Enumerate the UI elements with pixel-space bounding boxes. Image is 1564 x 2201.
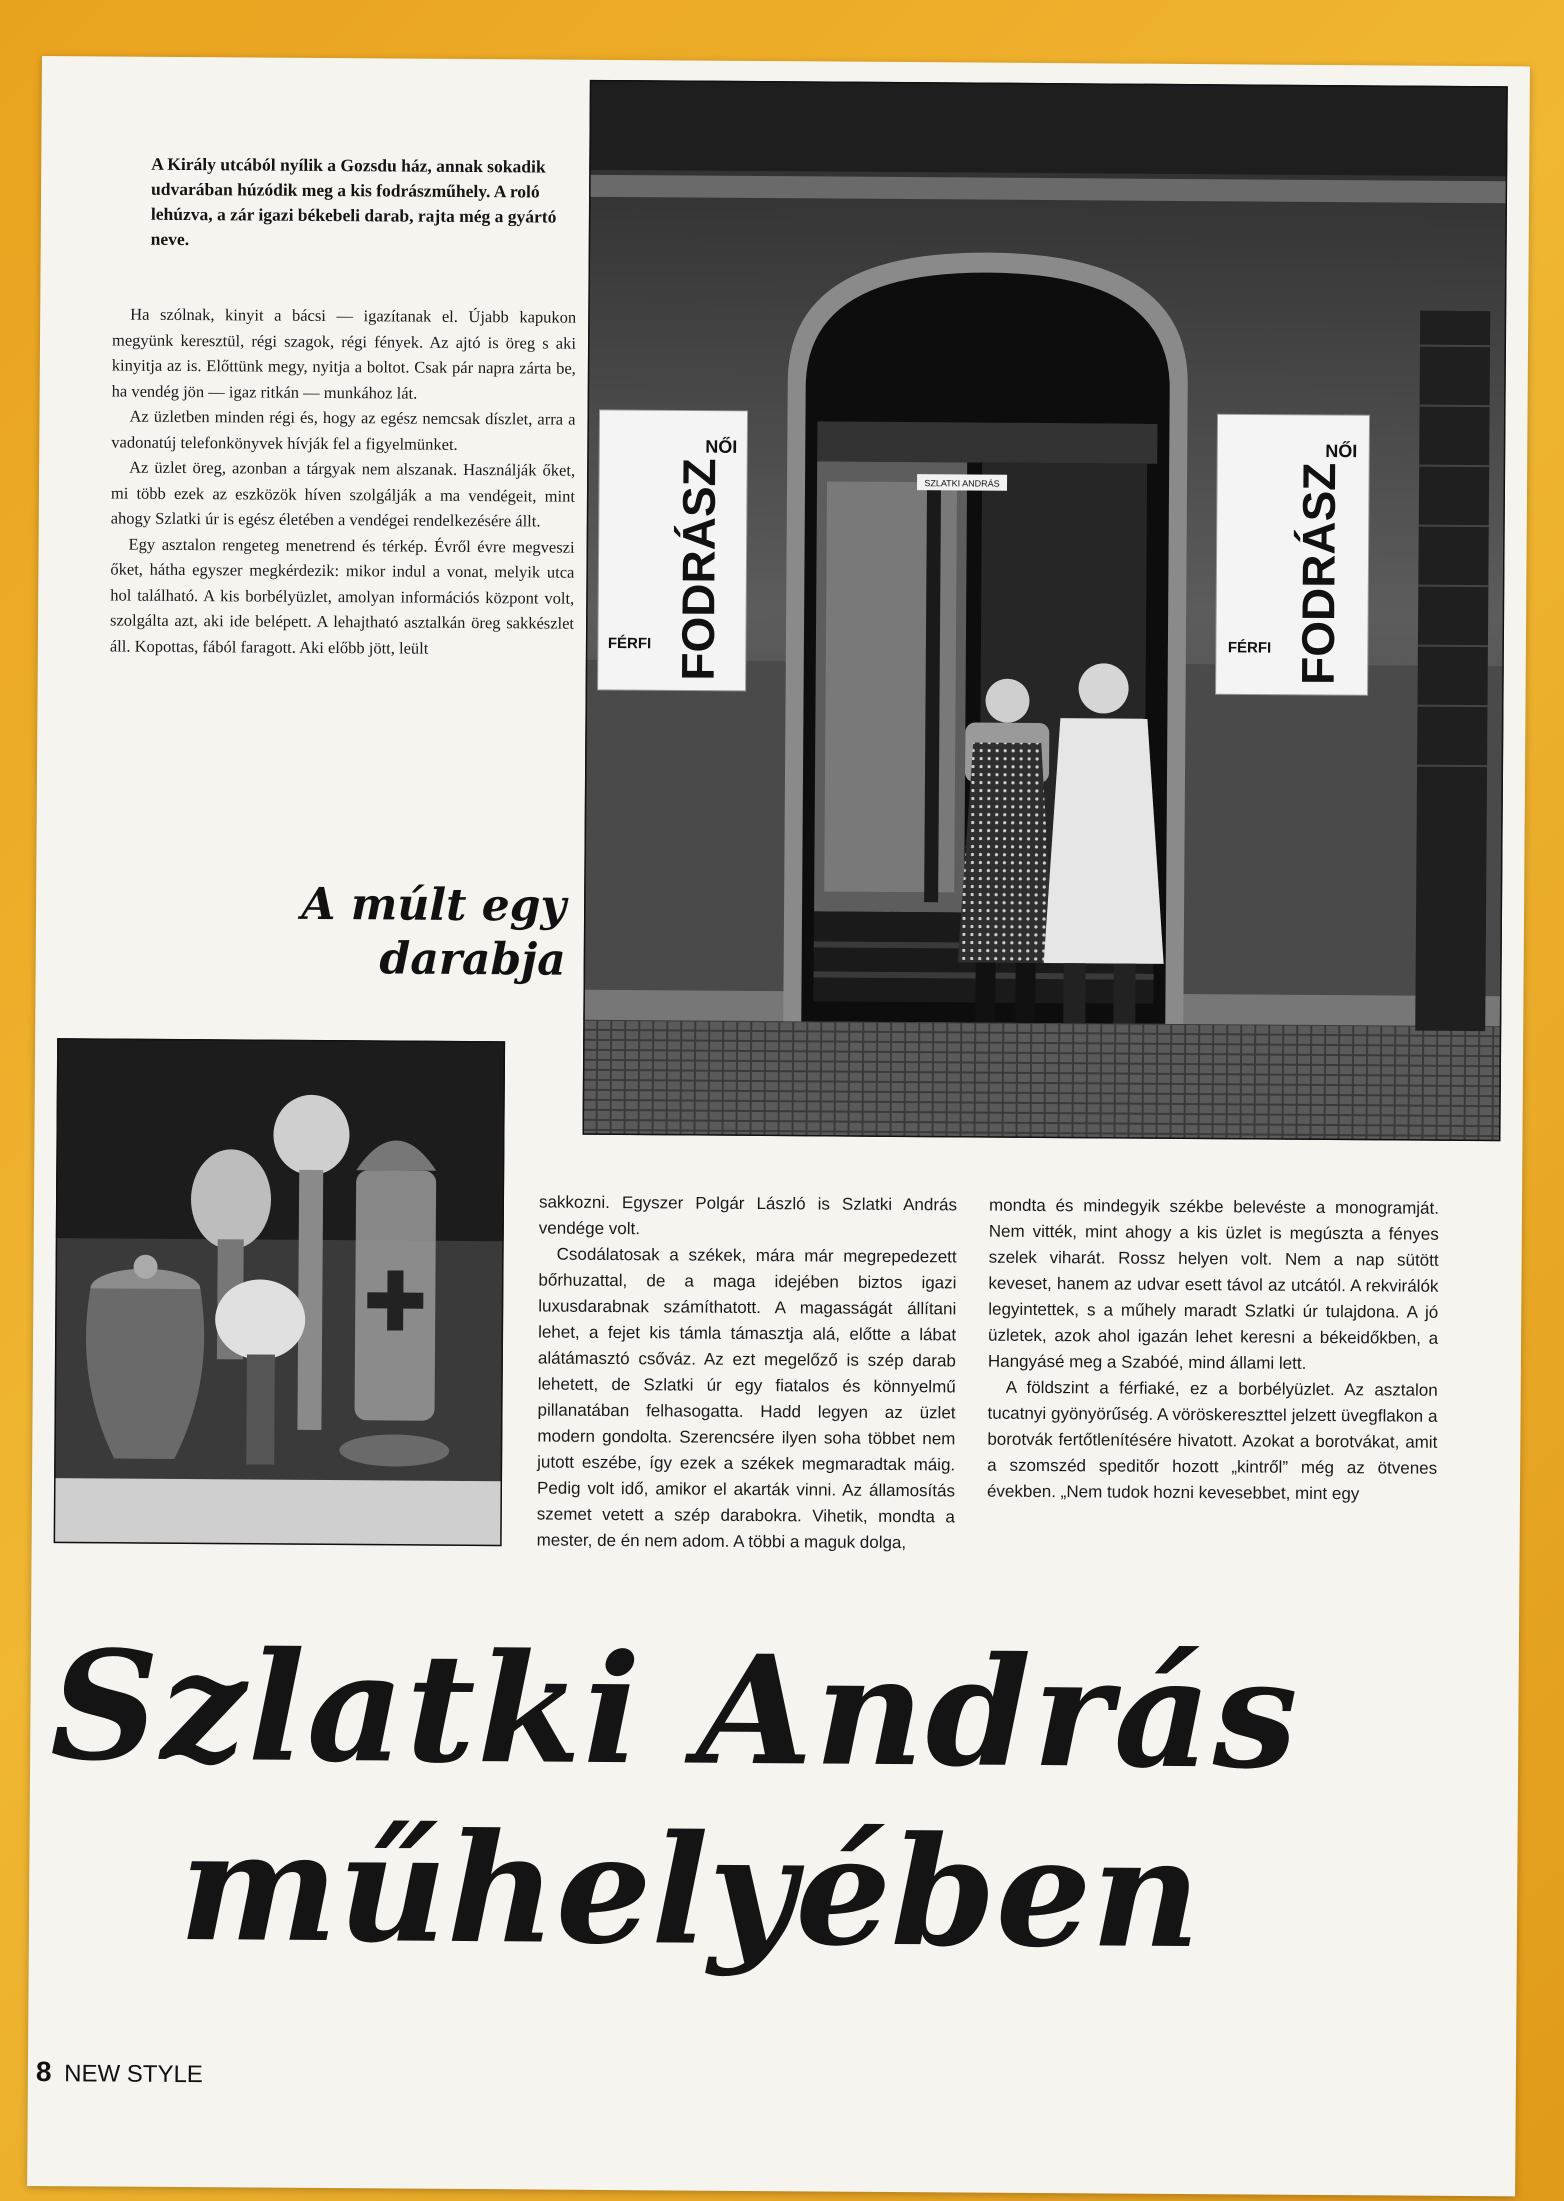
headline-line-1: Szlatki András — [49, 1618, 1301, 1803]
right-paragraph: mondta és mindegyik székbe belevéste a monogramját. Nem vitték, mint ahogy a kis üzlet is megúszta a fényes szelek viharát. Rossz helyen volt. Nem a nap sütött keveset, hanem az udvar esett távol az utcától. A rekvirálók legyintettek, s a műhely maradt Szlatki úr tulajdona. A jó üzletek, azok ahol igazán lehet keresni a békeidőkben, a Hangyásé meg a Szabóé, mind állami lett. — [987, 1195, 1440, 1373]
article-headline — [49, 1616, 1491, 1986]
svg-text:NŐI: NŐI — [705, 436, 738, 457]
headline-line-2: műhelyében — [178, 1799, 1202, 1983]
left-paragraph: Egy asztalon rengeteg menetrend és térkép. Évről évre megveszi őket, hátha egyszer megkérdezik: mikor indul a vonat, melyik utca hol található. A kis borbélyüzlet, amolyan információs központ volt, szolgálta azt, aki ide belépett. A lehajtható asztalkán öreg sakkészlet áll. Kopottas, fából faragott. Aki előbb jött, leült — [109, 534, 575, 658]
left-shop-sign — [598, 410, 748, 691]
article-intro: A Király utcából nyílik a Gozsdu ház, annak sokadik udvarában húzódik meg a kis fodrászműhely. A roló lehúzva, a zár igazi békebeli darab, rajta még a gyártó neve. — [150, 153, 557, 250]
svg-text:FODRÁSZ: FODRÁSZ — [671, 458, 726, 681]
page-footer — [36, 2056, 203, 2089]
door-plate-text: SZLATKI ANDRÁS — [924, 478, 1000, 489]
svg-text:FÉRFI: FÉRFI — [1227, 639, 1272, 657]
right-column — [987, 1193, 1439, 1508]
page-number: 8 — [35, 2056, 52, 2088]
magazine-name: NEW STYLE — [64, 2060, 203, 2089]
svg-text:NŐI: NŐI — [1325, 440, 1358, 462]
right-paragraph: A földszint a férfiaké, ez a borbélyüzlet. Az asztalon tucatnyi gyönyörűség. A vöröskereszttel jelzett üvegflakon a borotvák fertőtlenítésére hivatott. Azokat a borotvákat, amit a szomszéd speditőr hozott „kintről” még az ötvenes években. „Nem tudok hozni kevesebbet, mint egy — [986, 1377, 1438, 1504]
mid-paragraph: sakkozni. Egyszer Polgár László is Szlatki András vendége volt. — [538, 1192, 958, 1239]
middle-column — [537, 1189, 958, 1556]
right-shop-sign — [1216, 414, 1370, 695]
barber-tools-photo — [54, 1038, 506, 1546]
left-paragraph: Ha szólnak, kinyit a bácsi — igazítanak el. Újabb kapukon megyünk keresztül, régi szagok, régi fények. Az ajtó is öreg s aki kinyitja az is. Előttünk megy, nyitja a boltot. Csak pár napra zárta be, ha vendég jön — igaz ritkán — munkához lát. — [111, 304, 577, 403]
svg-text:FODRÁSZ: FODRÁSZ — [1291, 462, 1346, 686]
shop-entrance-photo — [582, 80, 1507, 1141]
subheading: A múlt egy darabja — [301, 878, 567, 986]
svg-text:FÉRFI: FÉRFI — [607, 634, 652, 653]
left-column — [110, 301, 576, 661]
left-paragraph: Az üzlet öreg, azonban a tárgyak nem alszanak. Használják őket, mi több ezek az eszközök híven szolgálják a ma vendégeit, mint ahogy Szlatki úr is egész életében a vendégei rendelkezésére állt. — [110, 457, 576, 531]
magazine-page — [27, 56, 1530, 2196]
left-paragraph: Az üzletben minden régi és, hogy az egész nemcsak díszlet, arra a vadonatúj telefonkönyvek hívják fel a figyelmünket. — [111, 406, 576, 454]
mid-paragraph: Csodálatosak a székek, mára már megrepedezett bőrhuzattal, de a maga idejében biztos igazi luxusdarabnak számíthatott. A magasságát állítani lehet, a fejet kis támla támasztja alá, előtte a lábat alátámasztó csőváz. Az ezt megelőző is szép darab lehetett, de Szlatki úr egy fiatalos és könnyelmű pillanatában felhasogatta. Hadd legyen az üzlet modern gondolta. Szerencsére ilyen soha többet nem jutott eszébe, így ezek a székek megmaradtak máig. Pedig volt idő, amikor el akarták vinni. Az államosítás szemet vetett a szép darabokra. Vihetik, mondta a mester, de én nem adom. A többi a maguk dolga, — [536, 1244, 957, 1553]
